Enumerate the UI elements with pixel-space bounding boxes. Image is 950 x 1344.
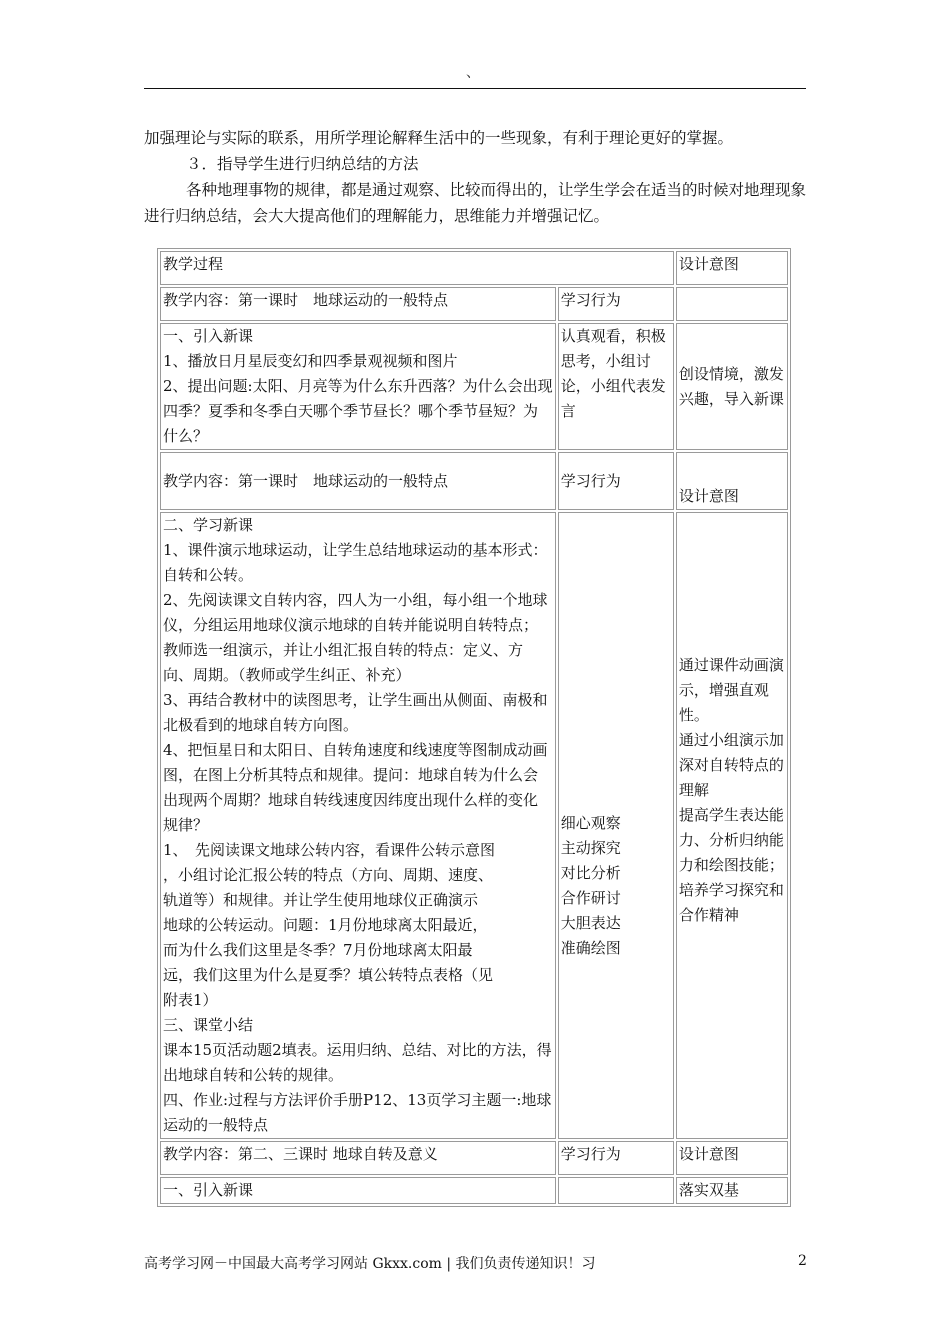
intent-item: 通过小组演示加深对自转特点的理解 [678, 731, 784, 799]
intro-text [144, 125, 808, 229]
footer-text: 高考学习网－中国最大高考学习网站 Gkxx.com | 我们负责传递知识！习 [144, 1256, 596, 1272]
empty-cell [558, 1177, 674, 1204]
section-line: 附表1） [163, 991, 218, 1009]
learning-behavior-header-2: 学习行为 [558, 1141, 674, 1175]
section-line: 远，我们这里为什么是夏季？填公转特点表格（见 [163, 966, 494, 984]
table-row [160, 287, 788, 321]
intro-heading-3: ３．指导学生进行归纳总结的方法 [186, 155, 419, 173]
table-row [160, 452, 788, 510]
section-line: 二、学习新课 [163, 516, 254, 534]
intro-behavior-cell: 认真观看，积极思考，小组讨论，小组代表发言 [558, 323, 674, 450]
behavior-item: 合作研讨 [560, 888, 621, 907]
design-intent-header: 设计意图 [676, 251, 788, 285]
table-row [160, 251, 788, 285]
section-line: 2、先阅读课文自转内容，四人为一小组，每小组一个地球仪，分组运用地球仪演示地球的自转并能说明自转特点；教师选一组演示，并让小组汇报自转的特点：定义、方向、周期。（教师或学生纠正、补充） [163, 591, 548, 684]
section-line: 2、提出问题:太阳、月亮等为什么东升西落？为什么会出现四季？夏季和冬季白天哪个季节昼长？哪个季节昼短？为什么？ [163, 377, 553, 445]
lesson1-header: 教学内容：第一课时 地球运动的一般特点 [160, 287, 556, 321]
intro-paragraph-2: 各种地理事物的规律，都是通过观察、比较而得出的，让学生学会在适当的时候对地理现象进行归纳总结，会大大提高他们的理解能力，思维能力并增强记忆。 [144, 181, 807, 225]
design-intent-header-2: 设计意图 [676, 1141, 788, 1175]
section-line: 三、课堂小结 [163, 1016, 254, 1034]
intent-item: 培养学习探究和合作精神 [678, 881, 784, 924]
section-line: 3、再结合教材中的读图思考，让学生画出从侧面、南极和北极看到的地球自转方向图。 [163, 691, 548, 734]
lesson-plan-table [157, 248, 791, 1207]
page-number: 2 [798, 1253, 807, 1269]
section-line: 四、作业:过程与方法评价手册P12、13页学习主题一:地球运动的一般特点 [163, 1091, 552, 1134]
section-line: 一、引入新课 [163, 327, 254, 345]
section-line: 课本15页活动题2填表。运用归纳、总结、对比的方法，得出地球自转和公转的规律。 [163, 1041, 552, 1084]
header-mark: 、 [466, 65, 480, 81]
new-lesson-cell [160, 512, 556, 1139]
section-line: 而为什么我们这里是冬季？7月份地球离太阳最 [163, 941, 473, 959]
section-line: 4、把恒星日和太阳日、自转角速度和线速度等图制成动画图，在图上分析其特点和规律。提问：地球自转为什么会出现两个周期？地球自转线速度因纬度出现什么样的变化规律？ [163, 741, 548, 834]
lesson2-header: 教学内容：第二、三课时 地球自转及意义 [160, 1141, 556, 1175]
behavior-item: 细心观察 [560, 813, 621, 832]
learning-behavior-header: 学习行为 [558, 287, 674, 321]
behavior-item: 主动探究 [560, 838, 621, 857]
intro-paragraph-1: 加强理论与实际的联系，用所学理论解释生活中的一些现象，有利于理论更好的掌握。 [144, 129, 734, 147]
behavior-item: 对比分析 [560, 863, 621, 882]
intro-section-cell [160, 323, 556, 450]
new-intent-cell [676, 512, 788, 1139]
lesson1-header-repeat: 教学内容：第一课时 地球运动的一般特点 [160, 452, 556, 510]
lesson2-intent-cell: 落实双基 [676, 1177, 788, 1204]
table-row [160, 1141, 788, 1175]
table-row [160, 512, 788, 1139]
title-cell: 教学过程 [160, 251, 674, 285]
lesson2-intro-cell: 一、引入新课 [160, 1177, 556, 1204]
behavior-item: 大胆表达 [560, 913, 621, 932]
table-row [160, 323, 788, 450]
header-rule [144, 88, 806, 89]
intent-item: 提高学生表达能力、分析归纳能力和绘图技能； [678, 806, 784, 874]
learning-behavior-header-repeat: 学习行为 [558, 452, 674, 510]
intent-item: 通过课件动画演示，增强直观性。 [678, 656, 784, 724]
behavior-item: 准确绘图 [560, 938, 621, 957]
empty-cell [676, 287, 788, 321]
section-line: 1、 先阅读课文地球公转内容，看课件公转示意图 [163, 841, 496, 859]
intro-intent-cell: 创设情境，激发兴趣，导入新课 [676, 323, 788, 450]
section-line: 轨道等）和规律。并让学生使用地球仪正确演示 [163, 891, 479, 909]
section-line: ，小组讨论汇报公转的特点（方向、周期、速度、 [163, 866, 494, 884]
new-behavior-cell [558, 512, 674, 1139]
section-line: 地球的公转运动。问题：1月份地球离太阳最近， [163, 916, 488, 934]
section-line: 1、播放日月星辰变幻和四季景观视频和图片 [163, 352, 458, 370]
section-line: 1、课件演示地球运动，让学生总结地球运动的基本形式：自转和公转。 [163, 541, 548, 584]
table-row [160, 1177, 788, 1204]
design-intent-header-repeat: 设计意图 [676, 452, 788, 510]
